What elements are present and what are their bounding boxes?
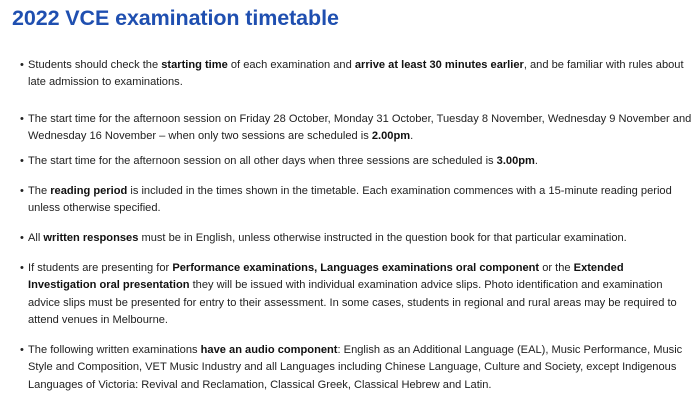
bullet-text: All — [28, 232, 44, 244]
page-title: 2022 VCE examination timetable — [12, 6, 339, 30]
bullet-item — [20, 111, 692, 146]
bullet-dot-icon: • — [20, 232, 24, 244]
bullet-dot-icon: • — [20, 344, 24, 356]
bold-text: 2.00pm — [371, 130, 411, 143]
bullet-text: . — [410, 130, 414, 143]
bullet-text: is included in the times shown in the timetable. Each examination commences with a 15-minute reading period unless otherwise specified. — [28, 185, 672, 215]
bullet-item — [20, 183, 692, 218]
bullet-text: must be in English, unless otherwise instructed in the question book for that particular examination. — [138, 232, 627, 244]
bullet-item — [20, 342, 692, 394]
bullet-text: The start time for the afternoon session on Friday 28 October, Monday 31 October, Tuesday 8 November, Wednesday 9 November and Wednesday 16 November – when only two sessions are scheduled is — [28, 113, 692, 143]
bullet-item — [20, 260, 692, 330]
bullet-dot-icon: • — [20, 113, 24, 125]
bullet-text: The following written examinations — [28, 344, 201, 356]
bullet-text: The start time for the afternoon session on all other days when three sessions are scheduled is — [28, 155, 497, 167]
bold-text: Extended Investigation oral presentation — [28, 262, 624, 292]
bold-text: Performance examinations, Languages examinations oral component — [172, 262, 540, 274]
bold-text: arrive at least 30 minutes earlier — [354, 59, 524, 71]
bold-text: have an audio component — [200, 344, 338, 356]
bullet-text: The — [28, 185, 51, 197]
bullet-item — [20, 153, 692, 170]
bullet-dot-icon: • — [20, 185, 24, 197]
bullet-text: : English as an Additional Language (EAL), Music Performance, Music Style and Composition, VET Music Industry and all Languages including Chinese Language, Culture and Society, except Indigenous Languages of Victoria: Revival and Reclamation, Classical Greek, Classical Hebrew and Latin. — [28, 344, 683, 391]
bullet-item — [20, 57, 692, 92]
bullet-item — [20, 230, 692, 247]
bold-text: starting time — [161, 59, 228, 71]
bullet-text: . — [534, 155, 538, 167]
bullet-dot-icon: • — [20, 262, 24, 274]
bold-text: 3.00pm — [496, 155, 535, 167]
bold-text: reading period — [50, 185, 128, 197]
bullet-text: If students are presenting for — [28, 262, 173, 274]
bullet-text: , and be familiar with rules about late admission to examinations. — [28, 59, 684, 89]
bullet-text: of each examination and — [227, 59, 355, 71]
bullet-text: they will be issued with individual examination advice slips. Photo identification and examination advice slips must be presented for entry to their assessment. In some cases, students in regional and rural areas may be required to attend venues in Melbourne. — [28, 279, 677, 327]
bullet-text: Students should check the — [28, 59, 162, 71]
bullet-text: or the — [539, 262, 574, 274]
bullet-dot-icon: • — [20, 155, 24, 167]
bullet-dot-icon: • — [20, 59, 24, 71]
bold-text: written responses — [43, 232, 139, 244]
